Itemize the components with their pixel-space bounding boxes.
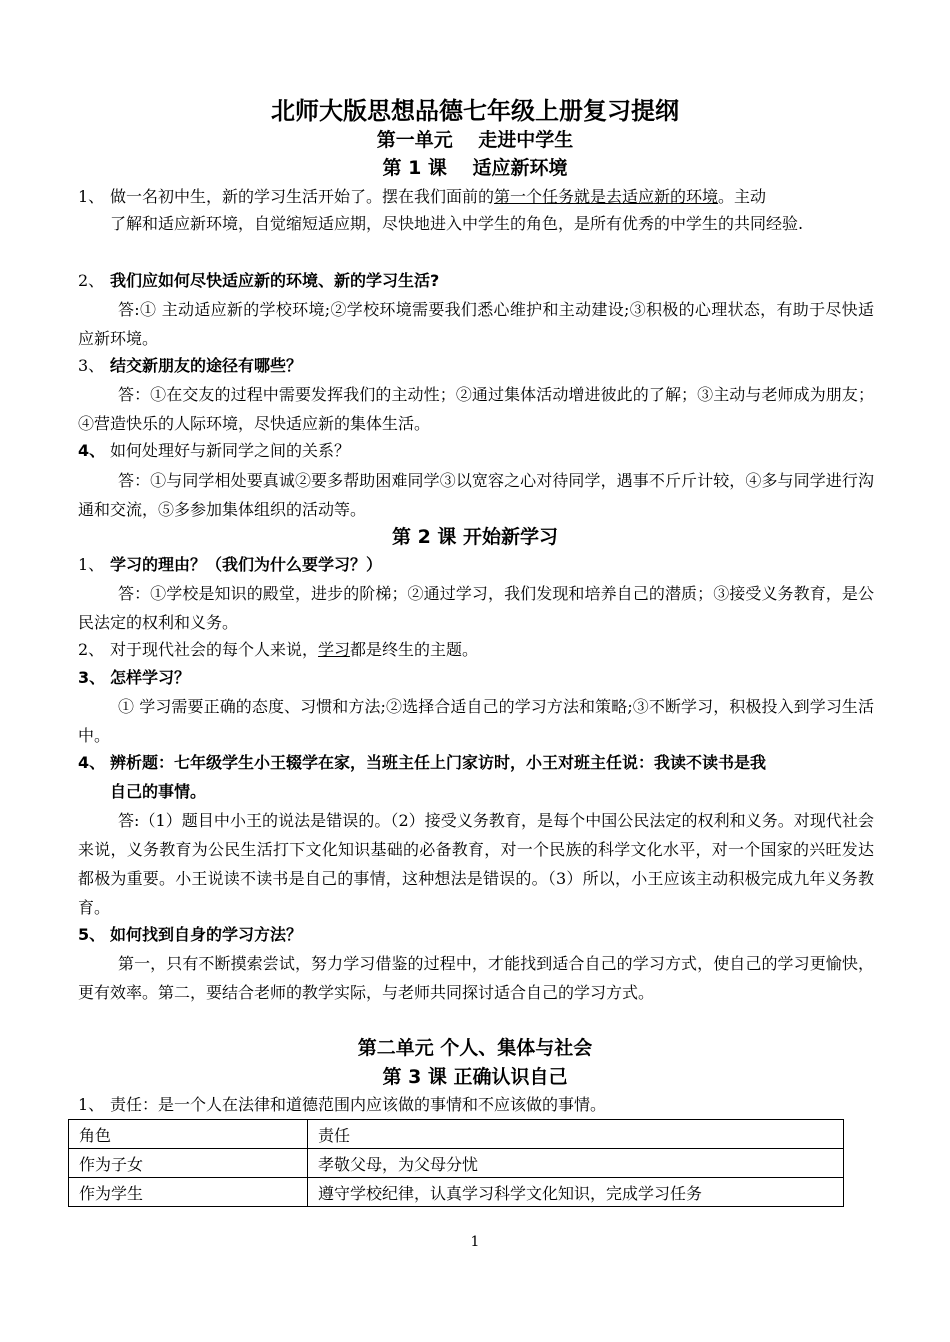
item-number: 5、	[78, 925, 106, 944]
answer: 答:① 主动适应新的学校环境;②学校环境需要我们悉心维护和主动建设;③积极的心理状态，有助于尽快适应新环境。	[78, 300, 874, 348]
unit-1-heading: 第一单元 走进中学生	[376, 129, 574, 151]
item-number: 2、	[78, 271, 105, 290]
l1-item1-line: 做一名初中生，新的学习生活开始了。摆在我们面前的第一个任务就是去适应新的环境。主动	[110, 187, 767, 206]
item-number: 1、	[78, 555, 105, 574]
table-cell: 遵守学校纪律，认真学习科学文化知识，完成学习任务	[308, 1178, 844, 1207]
table-header-row	[69, 1120, 844, 1149]
question: 学习的理由？（我们为什么要学习？）	[110, 555, 383, 574]
underlined-phrase: 学习	[318, 640, 351, 659]
item-number: 3、	[78, 356, 105, 375]
table-header-cell: 责任	[308, 1120, 844, 1149]
item-number: 2、	[78, 640, 105, 659]
statement: 责任：是一个人在法律和道德范围内应该做的事情和不应该做的事情。	[110, 1095, 607, 1114]
table-cell: 作为学生	[69, 1178, 308, 1207]
lesson-3-heading: 第 3 课 正确认识自己	[382, 1066, 568, 1088]
page-number: 1	[470, 1234, 480, 1250]
item-number: 3、	[78, 668, 106, 687]
answer: 答：①学校是知识的殿堂，进步的阶梯；②通过学习，我们发现和培养自己的潜质；③接受义务教育，是公民法定的权利和义务。	[78, 584, 874, 632]
answer: 答：①与同学相处要真诚②要多帮助困难同学③以宽容之心对待同学，遇事不斤斤计较，④多与同学进行沟通和交流，⑤多参加集体组织的活动等。	[78, 471, 874, 519]
answer: 答:（1）题目中小王的说法是错误的。（2）接受义务教育，是每个中国公民法定的权利和义务。对现代社会来说，义务教育为公民生活打下文化知识基础的必备教育，对一个民族的科学文化水平，对一个国家的兴旺发达都极为重要。小王说读不读书是自己的事情，这种想法是错误的。（3）所以，小王应该主动积极完成九年义务教育。	[78, 811, 874, 917]
table-row	[69, 1149, 844, 1178]
underlined-phrase: 第一个任务就是去适应新的环境	[494, 187, 719, 206]
unit-2-heading: 第二单元 个人、集体与社会	[357, 1037, 593, 1059]
table-cell: 孝敬父母，为父母分忧	[308, 1149, 844, 1178]
l1-item1-cont: 了解和适应新环境，自觉缩短适应期，尽快地进入中学生的角色，是所有优秀的中学生的共同经验.	[110, 214, 804, 233]
table-header-cell: 角色	[69, 1120, 308, 1149]
answer: ① 学习需要正确的态度、习惯和方法;②选择合适自己的学习方法和策略;③不断学习，积极投入到学习生活中。	[78, 697, 874, 745]
answer: 第一，只有不断摸索尝试，努力学习借鉴的过程中，才能找到适合自己的学习方式，使自己的学习更愉快，更有效率。第二，要结合老师的教学实际，与老师共同探讨适合自己的学习方式。	[78, 954, 874, 1002]
question: 怎样学习？	[110, 668, 191, 687]
lesson-2-heading: 第 2 课 开始新学习	[391, 526, 559, 548]
table-row	[69, 1178, 844, 1207]
question: 辨析题：七年级学生小王辍学在家，当班主任上门家访时，小王对班主任说：我读不读书是我	[110, 753, 767, 772]
lesson-1-heading: 第 1 课 适应新环境	[382, 157, 568, 179]
doc-title: 北师大版思想品德七年级上册复习提纲	[271, 97, 679, 125]
question: 结交新朋友的途径有哪些？	[110, 356, 303, 375]
responsibility-table	[68, 1119, 844, 1207]
question-cont: 自己的事情。	[110, 782, 207, 801]
item-number: 4、	[78, 441, 106, 460]
question: 如何找到自身的学习方法？	[110, 925, 303, 944]
table-cell: 作为子女	[69, 1149, 308, 1178]
item-number: 1、	[78, 1095, 105, 1114]
question: 如何处理好与新同学之间的关系？	[110, 441, 351, 460]
statement: 对于现代社会的每个人来说，学习都是终生的主题。	[110, 640, 479, 659]
item-number: 4、	[78, 753, 106, 772]
question: 我们应如何尽快适应新的环境、新的学习生活?	[110, 271, 440, 290]
answer: 答：①在交友的过程中需要发挥我们的主动性；②通过集体活动增进彼此的了解；③主动与老师成为朋友；④营造快乐的人际环境，尽快适应新的集体生活。	[78, 385, 874, 433]
item-number: 1、	[78, 187, 105, 206]
